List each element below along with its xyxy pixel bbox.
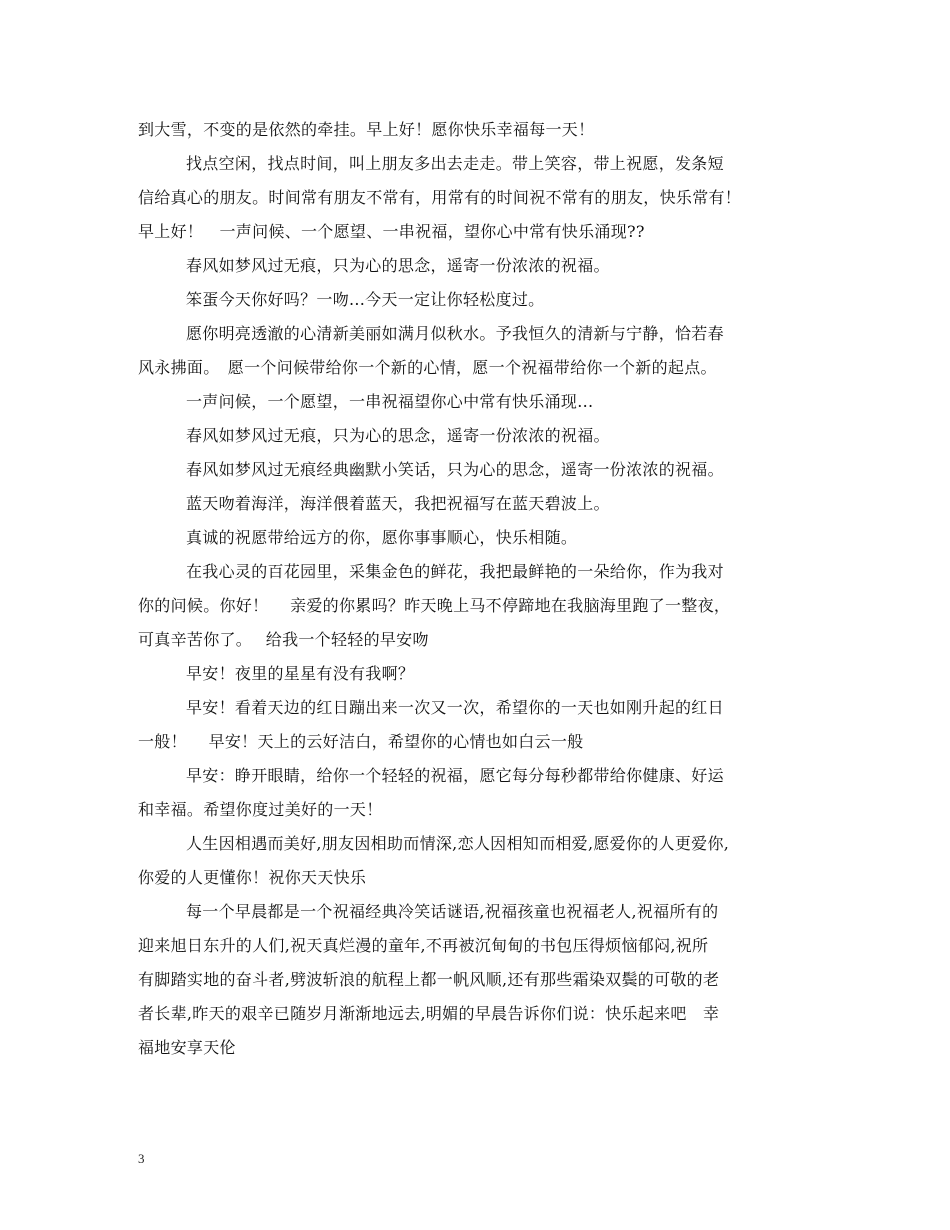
text-line: 者长辈,昨天的艰辛已随岁月渐渐地远去,明媚的早晨告诉你们说：快乐起来吧 幸 — [138, 1004, 720, 1023]
text-line: 风永拂面。 愿一个问候带给你一个新的心情，愿一个祝福带给你一个新的起点。 — [138, 358, 717, 377]
text-line: 早安！夜里的星星有没有我啊？ — [186, 664, 415, 683]
text-line: 找点空闲，找点时间，叫上朋友多出去走走。带上笑容，带上祝愿，发条短 — [186, 154, 724, 173]
text-line: 每一个早晨都是一个祝福经典冷笑话谜语,祝福孩童也祝福老人,祝福所有的 — [186, 902, 719, 921]
text-line: 早上好！ 一声问候、一个愿望、一串祝福，望你心中常有快乐涌现?? — [138, 222, 645, 241]
text-line: 你的问候。你好！ 亲爱的你累吗？昨天晚上马不停蹄地在我脑海里跑了一整夜， — [138, 596, 731, 615]
text-line: 春风如梦风过无痕，只为心的思念，遥寄一份浓浓的祝福。 — [186, 426, 610, 445]
text-line: 信给真心的朋友。时间常有朋友不常有，用常有的时间祝不常有的朋友，快乐常有！ — [138, 188, 742, 207]
text-line: 到大雪，不变的是依然的牵挂。早上好！愿你快乐幸福每一天！ — [138, 120, 595, 139]
text-line: 早安：睁开眼睛，给你一个轻轻的祝福，愿它每分每秒都带给你健康、好运 — [186, 766, 724, 785]
text-line: 有脚踏实地的奋斗者,劈波斩浪的航程上都一帆风顺,还有那些霜染双鬓的可敬的老 — [138, 970, 720, 989]
page-number: 3 — [138, 1151, 145, 1166]
text-line: 真诚的祝愿带给远方的你，愿你事事顺心，快乐相随。 — [186, 528, 578, 547]
text-line: 福地安享天伦 — [138, 1038, 236, 1057]
text-line: 和幸福。希望你度过美好的一天！ — [138, 800, 383, 819]
text-line: 你爱的人更懂你！祝你天天快乐 — [138, 868, 367, 887]
text-line: 迎来旭日东升的人们,祝天真烂漫的童年,不再被沉甸甸的书包压得烦恼郁闷,祝所 — [138, 936, 709, 955]
text-line: 笨蛋今天你好吗？一吻...今天一定让你轻松度过。 — [186, 290, 545, 309]
text-line: 一般！ 早安！天上的云好洁白，希望你的心情也如白云一般 — [138, 732, 584, 751]
text-line: 早安！看着天边的红日蹦出来一次又一次，希望你的一天也如刚升起的红日 — [186, 698, 724, 717]
text-line: 人生因相遇而美好,朋友因相助而情深,恋人因相知而相爱,愿爱你的人更爱你, — [186, 834, 730, 853]
document-body — [138, 113, 814, 1065]
text-line: 蓝天吻着海洋，海洋偎着蓝天，我把祝福写在蓝天碧波上。 — [186, 494, 610, 513]
text-line: 春风如梦风过无痕，只为心的思念，遥寄一份浓浓的祝福。 — [186, 256, 610, 275]
text-line: 愿你明亮透澈的心清新美丽如满月似秋水。予我恒久的清新与宁静，恰若春 — [186, 324, 724, 343]
text-line: 可真辛苦你了。 给我一个轻轻的早安吻 — [138, 630, 429, 649]
text-line: 一声问候，一个愿望，一串祝福望你心中常有快乐涌现... — [186, 392, 594, 411]
text-line: 在我心灵的百花园里，采集金色的鲜花，我把最鲜艳的一朵给你，作为我对 — [186, 562, 724, 581]
text-line: 春风如梦风过无痕经典幽默小笑话，只为心的思念，遥寄一份浓浓的祝福。 — [186, 460, 724, 479]
